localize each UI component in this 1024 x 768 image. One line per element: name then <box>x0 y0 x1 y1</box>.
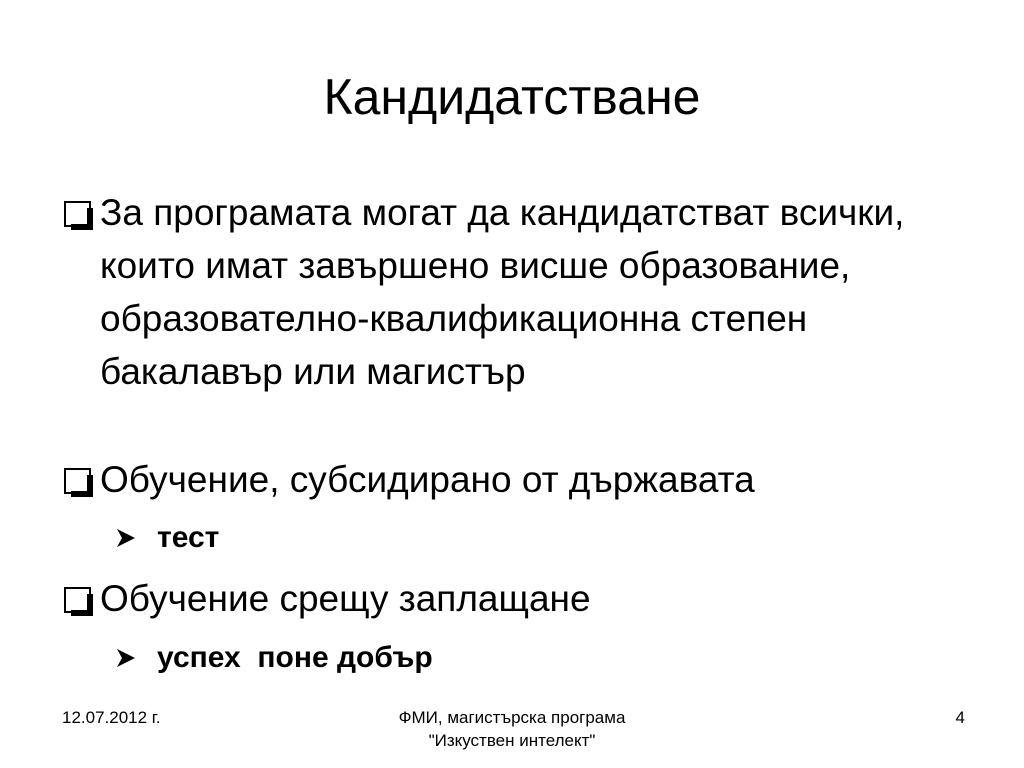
footer-center <box>312 706 712 752</box>
bullet-text: Обучение, субсидирано от държавата <box>100 459 755 500</box>
sub-bullet-item <box>115 518 219 558</box>
footer-line: ФМИ, магистърска програма <box>398 708 626 727</box>
checkbox-square-icon <box>64 468 91 494</box>
sub-bullet-text: тест <box>157 521 220 554</box>
footer-line: "Изкуствен интелект" <box>428 731 596 750</box>
bullet-text: За програмата могат да кандидатстват всички, които имат завършено висше образование, образователно-квалификационна степен бакалавър или магистър <box>100 192 905 392</box>
checkbox-square-icon <box>64 201 91 227</box>
checkbox-square-icon <box>64 587 91 613</box>
arrow-right-icon <box>115 526 137 550</box>
page-number: 4 <box>955 708 965 727</box>
footer-date: 12.07.2012 г. <box>62 708 161 727</box>
bullet-item <box>64 572 944 625</box>
bullet-item <box>64 453 944 506</box>
bullet-item <box>64 186 944 398</box>
sub-bullet-item <box>115 638 433 678</box>
arrow-right-icon <box>115 646 137 670</box>
slide-title: Кандидатстване <box>323 69 701 125</box>
sub-bullet-text: успех поне добър <box>157 641 433 674</box>
bullet-text: Обучение срещу заплащане <box>100 578 591 619</box>
